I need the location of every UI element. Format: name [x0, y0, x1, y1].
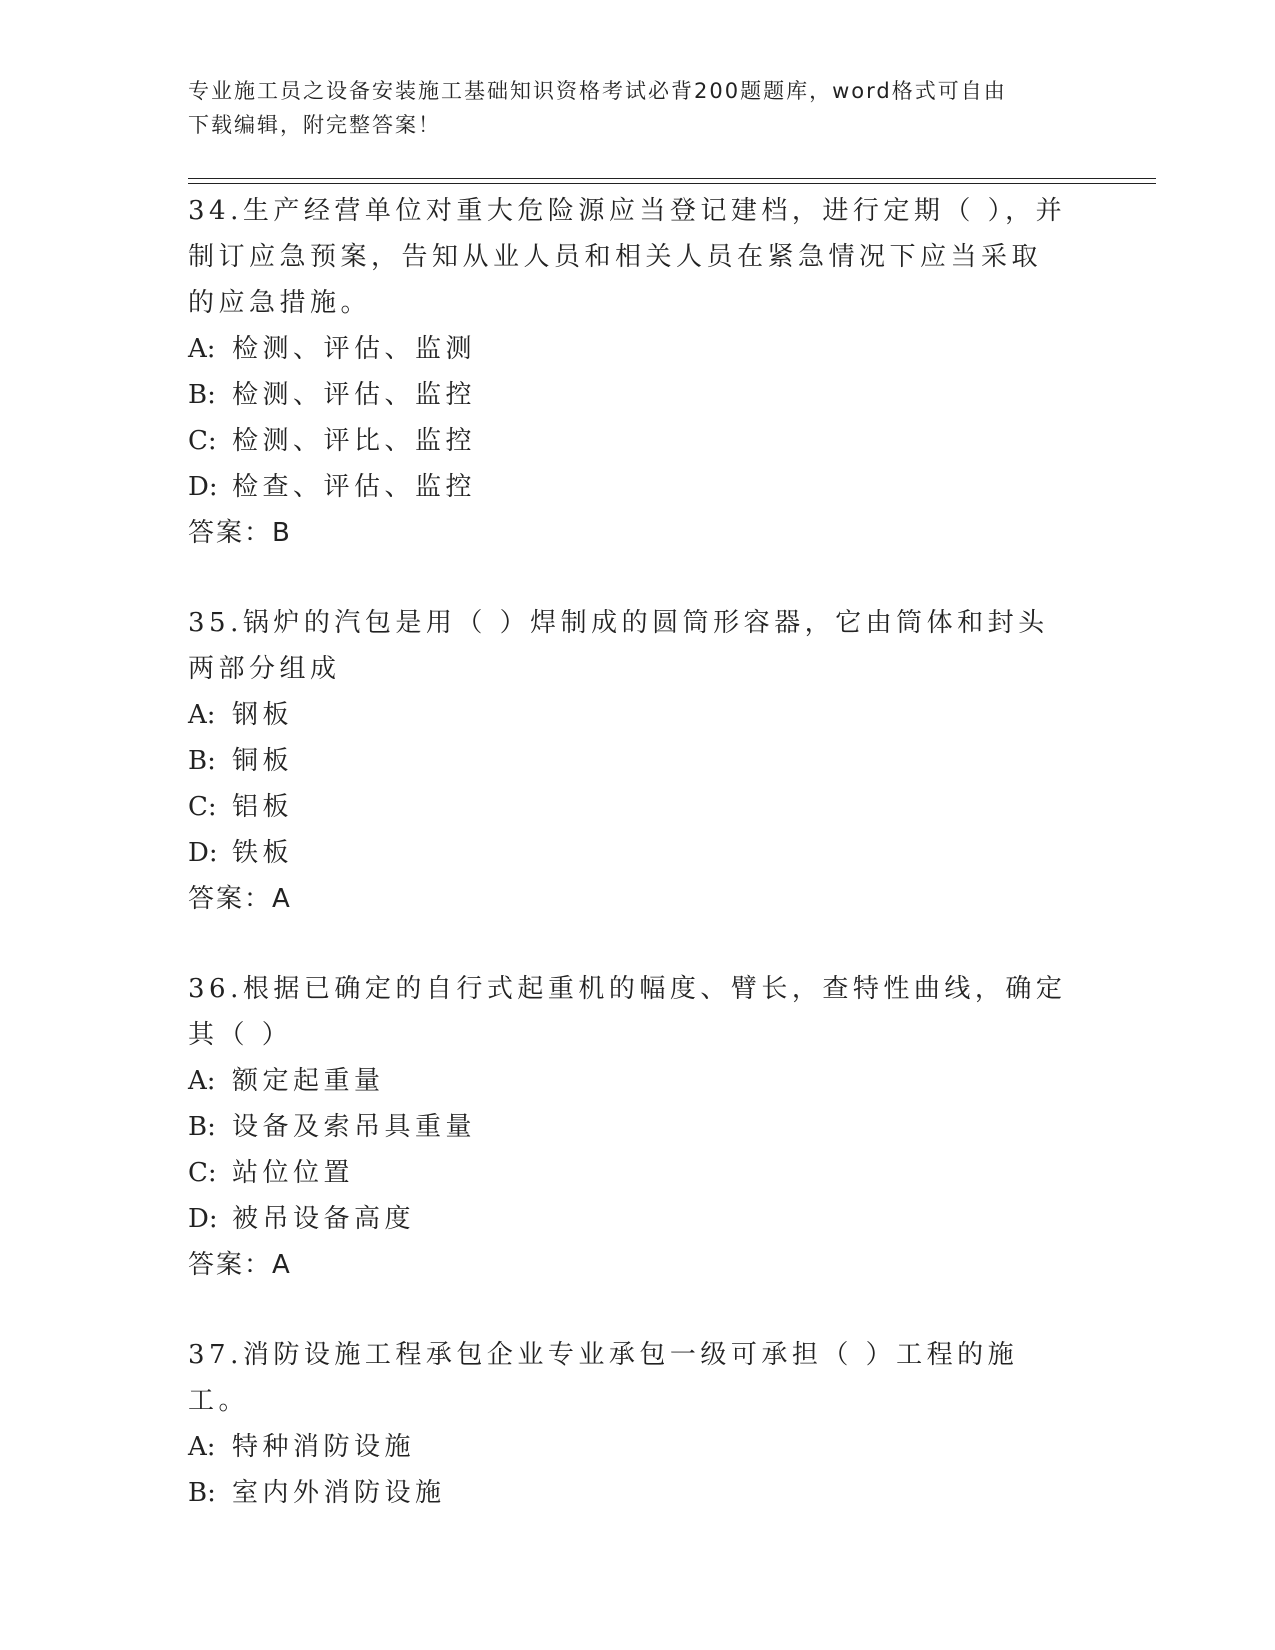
- option-d: [188, 830, 1088, 876]
- question-34: [188, 188, 1088, 556]
- question-35: [188, 600, 1088, 922]
- option-letter: A:: [188, 1432, 216, 1462]
- document-header: [188, 74, 1088, 142]
- option-text: 设备及索吊具重量: [232, 1112, 477, 1142]
- option-text: 额定起重量: [232, 1066, 385, 1096]
- question-spacer: [188, 922, 1088, 966]
- answer-line: 答案：A: [188, 884, 292, 914]
- option-a: [188, 1058, 1088, 1104]
- option-text: 检测、评估、监控: [232, 380, 477, 410]
- option-d: [188, 1196, 1088, 1242]
- option-c: [188, 418, 1088, 464]
- header-line-2: 下载编辑，附完整答案！: [188, 113, 441, 137]
- option-text: 室内外消防设施: [232, 1478, 446, 1508]
- option-text: 铜板: [232, 746, 294, 776]
- header-line-1: 专业施工员之设备安装施工基础知识资格考试必背200题题库，word格式可自由: [188, 79, 1007, 103]
- question-spacer: [188, 556, 1088, 600]
- question-list: [188, 188, 1088, 1516]
- question-text: 34.生产经营单位对重大危险源应当登记建档，进行定期（ ），并制订应急预案，告知从业人员和相关人员在紧急情况下应当采取的应急措施。: [188, 196, 1067, 318]
- option-b: [188, 1470, 1088, 1516]
- option-letter: A:: [188, 1066, 216, 1096]
- option-text: 特种消防设施: [232, 1432, 416, 1462]
- option-letter: D:: [188, 838, 218, 868]
- option-letter: C:: [188, 426, 217, 456]
- header-divider-bottom: [188, 183, 1156, 184]
- option-c: [188, 784, 1088, 830]
- option-text: 检测、评估、监测: [232, 334, 477, 364]
- option-a: [188, 692, 1088, 738]
- option-letter: B:: [188, 380, 216, 410]
- header-divider-top: [188, 178, 1156, 179]
- option-letter: D:: [188, 472, 218, 502]
- option-text: 铁板: [232, 838, 294, 868]
- question-37: [188, 1332, 1088, 1516]
- option-b: [188, 372, 1088, 418]
- question-text: 37.消防设施工程承包企业专业承包一级可承担（ ）工程的施工。: [188, 1340, 1019, 1416]
- option-text: 检测、评比、监控: [232, 426, 477, 456]
- option-letter: B:: [188, 746, 216, 776]
- option-letter: A:: [188, 700, 216, 730]
- option-d: [188, 464, 1088, 510]
- answer-line: 答案：A: [188, 1250, 292, 1280]
- option-letter: C:: [188, 792, 217, 822]
- question-text: 35.锅炉的汽包是用（ ）焊制成的圆筒形容器，它由筒体和封头两部分组成: [188, 608, 1049, 684]
- option-b: [188, 738, 1088, 784]
- question-spacer: [188, 1288, 1088, 1332]
- option-a: [188, 326, 1088, 372]
- option-letter: A:: [188, 334, 216, 364]
- option-letter: C:: [188, 1158, 217, 1188]
- option-a: [188, 1424, 1088, 1470]
- answer-line: 答案：B: [188, 518, 292, 548]
- question-36: [188, 966, 1088, 1288]
- option-letter: D:: [188, 1204, 218, 1234]
- option-letter: B:: [188, 1112, 216, 1142]
- option-text: 铝板: [232, 792, 294, 822]
- option-text: 钢板: [232, 700, 294, 730]
- option-c: [188, 1150, 1088, 1196]
- question-text: 36.根据已确定的自行式起重机的幅度、臂长，查特性曲线，确定其（ ）: [188, 974, 1067, 1050]
- option-text: 被吊设备高度: [232, 1204, 416, 1234]
- option-letter: B:: [188, 1478, 216, 1508]
- option-text: 站位位置: [232, 1158, 355, 1188]
- option-b: [188, 1104, 1088, 1150]
- option-text: 检查、评估、监控: [232, 472, 477, 502]
